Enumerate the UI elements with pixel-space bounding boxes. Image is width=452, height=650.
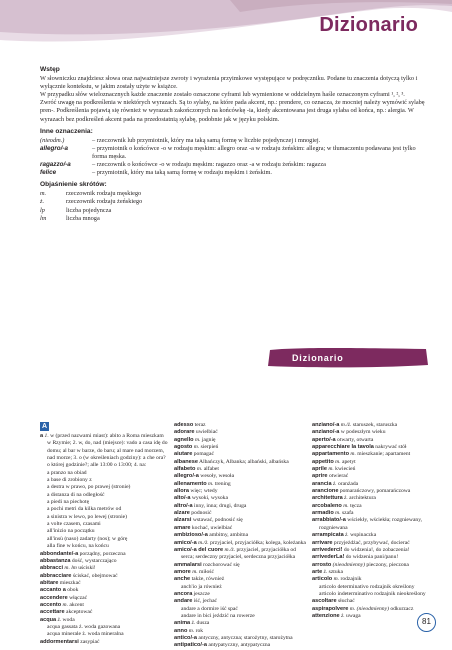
entry-translation: nakrywać stół [373,444,407,451]
notation-row [40,145,425,161]
dictionary-entry [174,473,306,480]
entry-word: amare [174,524,191,531]
entry-translation: do widzenia pani/panu! [344,554,399,561]
dictionary-subentry: anch'io ja również [181,583,222,590]
entry-translation: staruszek, staruszka [351,422,398,428]
entry-word: aprire [312,473,328,480]
entry-word: architettura [312,495,343,502]
entry-grammar: ż. [331,480,337,487]
dictionary-entry [174,635,306,642]
entry-grammar: m. [349,451,356,458]
dictionary-subentry: articolo indeterminativo rodzajnik nieokreślony [319,590,426,597]
dictionary-entry [174,503,306,510]
entry-word: aperto/-a [312,436,336,443]
entry-translation: apetyt [340,458,356,465]
entry-translation: pomarańczowy, pomarańczowa [338,488,411,495]
entry-word: adorare [174,429,195,436]
abbreviation-row [40,198,425,206]
entry-word: anziano/-a [312,422,340,428]
entry-translation: wściekły, wściekła; rozgniewany, rozgniewana [319,517,423,531]
entry-grammar: ż. [322,568,328,575]
abbreviation-term: lm [40,214,47,222]
dictionary-entry [312,481,442,488]
section-letter: A [41,423,48,430]
entry-word: amico/-a [174,539,197,546]
entry-word: attenzione [312,612,340,619]
dictionary-entry [312,510,442,517]
entry-word: arancione [312,488,339,495]
dictionary-entry [40,609,168,616]
dictionary-subentry: andare in bici jeździć na rowerze [181,612,255,619]
dictionary-badge-label: Dizionario [292,353,344,363]
dictionary-entry [312,495,442,502]
entry-grammar: m. [192,444,200,451]
dictionary-entry [312,540,442,547]
dictionary-subentry: a sinistra w lewo, po lewej (stronie) [47,513,128,520]
dictionary-subentry: acqua gassata ż. woda gazowana [47,623,121,630]
notation-row [40,161,425,169]
entry-translation: dusza [195,620,210,627]
dictionary-entry [174,569,306,576]
entry-word: abitare [40,579,59,586]
notation-row [40,137,425,145]
dictionary-entry [174,642,306,649]
dictionary-subentry: a distanza di na odległość [47,491,105,498]
entry-translation: mieszkać [58,579,81,586]
other-notations-heading: Inne oznaczenia: [40,127,93,135]
intro-paragraph: W słowniczku znajdziesz słowa oraz najważniejsze zwroty i wyrażenia przyimkowe występujące w podręczniku. Podane tu znaczenia dotyczą tylko i wyłącznie kontekstu, w jakim zostały użyte w książce. [40,75,418,91]
dictionary-entry [174,620,306,627]
entry-translation: podnosić [189,510,212,517]
entry-translation: akceptować [64,609,93,616]
entry-grammar: m. [61,601,68,608]
dictionary-entry [40,595,168,602]
entry-word: abbracciare [40,572,72,579]
intro-section [40,66,425,223]
entry-translation: jagnię [200,436,216,443]
entry-word: allora [174,488,189,495]
entry-grammar: ż. [190,620,196,627]
entry-translation: otwierać [327,473,349,480]
entry-word: abbastanza [40,557,71,564]
entry-grammar: m./ż. [196,539,209,546]
entry-translation: także, również [190,576,225,583]
dictionary-entry [174,451,306,458]
entry-grammar: m. [332,576,340,583]
dictionary-column-1 [40,422,168,646]
entry-grammar: m. (nieodmienny) [348,605,389,612]
dictionary-entry [174,510,306,517]
dictionary-entry [312,547,442,554]
dictionary-entry [312,606,442,613]
entry-translation: wysoki, wysoka [190,495,228,502]
entry-grammar: m. [333,458,341,465]
entry-translation: antypatyczny, antypatyczna [206,642,271,649]
entry-translation: dość, wystarczająco [70,557,117,564]
dictionary-entry [174,598,306,605]
entry-grammar: m. [190,568,198,575]
entry-translation: przyjeżdżać, przybywać, docierać [332,539,410,546]
entry-word: arrivederLa! [312,554,345,561]
entry-word: allenamento [174,480,207,487]
entry-translation: przyjaciel, przyjaciółka od serca; serdeczny przyjaciel, serdeczna przyjaciółka [181,546,296,561]
entry-translation: porządny, porzeczna [78,550,126,557]
entry-translation: kwiecień [333,466,356,473]
entry-word: aprile [312,466,327,473]
entry-word: aiutare [174,451,193,458]
entry-translation: iść, jechać [192,598,218,605]
entry-translation: inny, inna; drugi, druga [192,502,247,509]
entry-word: acqua [40,616,57,623]
entry-translation: teraz [193,422,206,428]
notation-desc: – przymiotnik o końcówce -o w rodzaju męskim: allegro oraz -a w rodzaju żeńskim: allegra; w tłumaczeniu podawana jest tylko forma męska. [92,144,416,160]
dictionary-subentry: a pochi metri da kilka metrów od [47,506,122,513]
entry-word: arancia [312,480,332,487]
dictionary-entry [312,488,442,495]
entry-grammar: m./ż. [223,546,236,553]
entry-translation: antyczny, antyczna; starożytny, starożytna [197,634,293,641]
dictionary-entry [312,576,442,583]
entry-word: arte [312,568,323,575]
entry-translation: zasypiać [78,638,100,645]
dictionary-entry [40,573,168,580]
dictionary-column-3 [312,422,442,620]
entry-word: arrivare [312,539,333,546]
entry-word: ancora [174,590,193,597]
entry-translation: ściskać, obejmować [71,572,118,579]
dictionary-subentry: all'insù (naso) zadarty (nos); w górę [47,535,128,542]
dictionary-entry [174,562,306,569]
notation-desc: – rzeczownik lub przymiotnik, który ma taką samą formę w liczbie pojedynczej i mnogiej. [92,136,321,144]
dictionary-entry [40,602,168,609]
dictionary-entry [174,429,306,436]
entry-translation: rozchorować się [201,561,240,568]
entry-word: anima [174,620,191,627]
entry-translation: ambitny, ambitna [207,532,249,539]
dictionary-entry [40,558,168,565]
entry-grammar: m. [193,436,201,443]
dictionary-subentry: acqua minerale ż. woda mineralna [47,631,124,638]
dictionary-entry [312,437,442,444]
dictionary-entry [174,422,306,429]
entry-grammar: (nieodmienny) [331,561,365,568]
abbreviation-term: ż. [40,198,45,206]
entry-translation: słuchać [336,598,355,605]
abbreviation-row [40,215,425,223]
page-number: 81 [417,613,436,632]
dictionary-entry [40,580,168,587]
notation-desc: – rzeczownik o końcówce -o w rodzaju męskim: ragazzo oraz -a w rodzaju żeńskim: ragazza [92,161,326,169]
abbreviation-term: lp [40,206,45,214]
dictionary-entry [312,532,442,539]
abbreviation-desc: liczba mnoga [66,214,100,222]
notation-term: ragazzo/-a [40,161,71,169]
entry-translation: trening [213,480,231,487]
entry-translation: alfabet [202,466,219,473]
dictionary-subentry: a piedi na piechotę [47,499,90,506]
dictionary-entry [174,532,306,539]
entry-translation: obok [65,587,79,594]
abbreviation-row [40,190,425,198]
entry-word: antipatico/-a [174,642,207,649]
dictionary-entry [40,551,168,558]
entry-grammar: m. lm [63,565,77,572]
entry-translation: pomagać [192,451,214,458]
entry-word: addormentarsi [40,638,79,645]
dictionary-entry [312,473,442,480]
entry-word: articolo [312,576,333,583]
entry-word: a [40,433,44,439]
entry-translation: rok [194,627,204,634]
notation-term: (nieodm.) [40,136,65,144]
dictionary-entry [174,459,306,466]
entry-grammar: m. [206,480,214,487]
entry-translation: szafa [340,510,354,517]
entry-grammar: m. [333,510,341,517]
entry-translation: otwarty, otwarta [335,436,374,443]
entry-grammar: 1. [43,433,49,439]
entry-word: abbracci [40,565,64,572]
dictionary-entry [174,481,306,488]
intro-heading: Wstęp [40,66,60,73]
dictionary-subentry: andare a dormire iść spać [181,605,238,612]
dictionary-entry [174,495,306,502]
dictionary-entry [40,587,168,594]
entry-word: ascoltare [312,598,337,605]
entry-word: albanese [174,458,198,465]
abbreviation-desc: rzeczownik rodzaju żeńskiego [66,198,143,206]
abbreviation-row [40,207,425,215]
entry-translation: wspinaczka [348,532,377,539]
entry-translation: tęcza [348,502,362,509]
entry-word: ammalarsi [174,561,202,568]
entry-word: altro/-a [174,502,193,509]
dictionary-entry [312,554,442,561]
dictionary-entry [40,639,168,646]
dictionary-entry [174,525,306,532]
entry-translation: przyjaciel, przyjaciółka; kolega, koleżanka [208,539,306,546]
entry-translation: do widzenia!, do zobaczenia! [342,546,410,553]
entry-translation: wstawać, podnosić się [191,517,243,524]
entry-translation: uwaga [344,612,361,619]
entry-grammar: m./ż. [339,422,352,428]
entry-translation: pieczony, pieczona [365,561,409,568]
entry-word: appartamento [312,451,349,458]
entry-translation: uściski! [76,565,96,572]
entry-word: alfabeto [174,466,196,473]
notation-term: allegro/-a [40,144,68,152]
entry-word: armadio [312,510,334,517]
intro-paragraph: Zwróć uwagę na podkreślenia w niektórych wyrazach. Są to sylaby, na które pada akcent, np.: prendere, co oznacza, że mocniej należy wymówić sylabę pren-. Podkreślenia pojawią się również w wyrazach zakończonych na końcówkę -ia, kiedy akcentowana jest druga sylaba od końca, np.: alergia. W wyrazach bez podkreśleń akcent pada na przedostatnią sylabę, podobnie jak w języku polskim. [40,99,425,123]
dictionary-entry [174,517,306,524]
dictionary-entry [174,628,306,635]
entry-word: anno [174,627,188,634]
entry-translation: oranżada [336,480,359,487]
entry-translation: w podeszłym wieku [339,429,386,436]
entry-translation: odkurzacz [388,605,414,612]
entry-grammar: ż. [56,616,62,623]
entry-word: agnello [174,436,194,443]
notation-row [40,169,425,177]
dictionary-entry [174,466,306,473]
dictionary-entry [312,429,442,436]
dictionary-subentry: a volte czasem, czasami [47,521,101,528]
entry-word: adesso [174,422,194,428]
entry-word: appetito [312,458,334,465]
dictionary-subentry: a destra w prawo, po prawej (stronie) [47,484,131,491]
entry-translation: sztuka [327,568,343,575]
dictionary-entry [174,444,306,451]
entry-grammar: m. [195,466,203,473]
dictionary-entry [312,459,442,466]
entry-word: alto/-a [174,495,191,502]
abbreviation-term: m. [40,190,47,198]
dictionary-entry [174,547,306,562]
entry-grammar: ż. [339,612,345,619]
entry-translation: włączać [67,594,88,601]
entry-word: apparecchiare la tavola [312,444,374,451]
abbreviations-heading: Objaśnienie skrótów: [40,181,107,189]
dictionary-entry [312,562,442,569]
entry-word: alzarsi [174,517,192,524]
entry-grammar: ż. [342,495,348,502]
dictionary-entry [312,598,442,605]
entry-word: amore [174,568,191,575]
entry-translation: jeszcze [192,590,210,597]
entry-translation: sierpień [199,444,219,451]
dictionary-entry [174,576,306,583]
entry-word: andare [174,598,193,605]
dictionary-subentry: alla fine w końcu, na końcu [47,543,109,550]
entry-word: accettare [40,609,65,616]
entry-word: ambizioso/-a [174,532,208,539]
entry-word: antico/-a [174,634,198,641]
dictionary-subentry: all'inizio na początku [47,528,95,535]
entry-word: arrosto [312,561,332,568]
page-header-title: Dizionario [319,14,418,36]
entry-word: amico/-a del cuore [174,546,224,553]
dictionary-entry [312,569,442,576]
entry-translation: wesoły, wesoła [198,473,235,480]
entry-word: arrampicata [312,532,344,539]
entry-grammar: ż. [343,532,349,539]
entry-grammar: m. [326,466,334,473]
abbreviation-desc: rzeczownik rodzaju męskiego [66,190,142,198]
entry-word: arrabbiato/-a [312,517,346,524]
dictionary-entry [312,517,442,532]
entry-word: accento [40,601,62,608]
notation-desc: – przymiotnik, który ma taką samą formę w rodzaju męskim i żeńskim. [92,169,272,177]
dictionary-subentry: a pranzo na obiad [47,469,87,476]
dictionary-subentry: a base di zrobiony z [47,477,92,484]
dictionary-entry [40,565,168,572]
entry-translation: miłość [197,568,214,575]
entry-translation: woda [61,616,75,623]
entry-word: arcobaleno [312,502,342,509]
entry-grammar: m. [187,627,195,634]
entry-translation: architektura [347,495,376,502]
dictionary-entry [312,444,442,451]
notation-term: felice [40,169,57,177]
abbreviation-desc: liczba pojedyncza [66,206,112,214]
entry-translation: akcent [67,601,84,608]
dictionary-entry [312,466,442,473]
entry-word: anziano/-a [312,429,340,436]
entry-word: allegro/-a [174,473,199,480]
dictionary-entry [174,488,306,495]
entry-translation: w (przed nazwami miast): abito a Roma mieszkam w Rzymie; 2. w, do, nad (miejsce): vado a casa idę do domu; al bar w barze, do baru; al mare nad morzem, nad morze; 3. o (w określeniach godziny): a che ora? o której godzinie?; alle 13:00 o 13:00; 4. na: [47,433,168,469]
dictionary-subentry: articolo determinativo rodzajnik określony [319,583,415,590]
dictionary-entry [40,433,168,470]
entry-word: accanto a [40,587,66,594]
dictionary-entry [174,591,306,598]
entry-word: arrivederci! [312,546,343,553]
entry-word: aspirapolvere [312,605,349,612]
dictionary-entry [40,617,168,624]
entry-grammar: m. [341,502,349,509]
entry-word: accendere [40,594,68,601]
entry-word: abbondante/-a [40,550,79,557]
entry-word: agosto [174,444,193,451]
dictionary-entry [312,422,442,429]
entry-translation: rodzajnik [339,576,362,583]
entry-translation: uwielbiać [194,429,218,436]
dictionary-entry [174,540,306,547]
entry-word: anche [174,576,191,583]
entry-translation: więc; wtedy [188,488,218,495]
entry-translation: Albańczyk, Albanka; albański, albańska [197,458,289,465]
dictionary-entry [174,437,306,444]
intro-paragraph: W przypadku słów wieloznacznych każde znaczenie zostało oznaczone cyframi lub wymienione w oddzielnym haśle oznaczonym cyframi ¹, ², ³. [40,91,405,99]
entry-word: alzare [174,510,190,517]
dictionary-entry [312,451,442,458]
entry-translation: mieszkanie; apartament [355,451,411,458]
dictionary-column-2 [174,422,306,650]
entry-translation: kochać, uwielbiać [190,524,233,531]
